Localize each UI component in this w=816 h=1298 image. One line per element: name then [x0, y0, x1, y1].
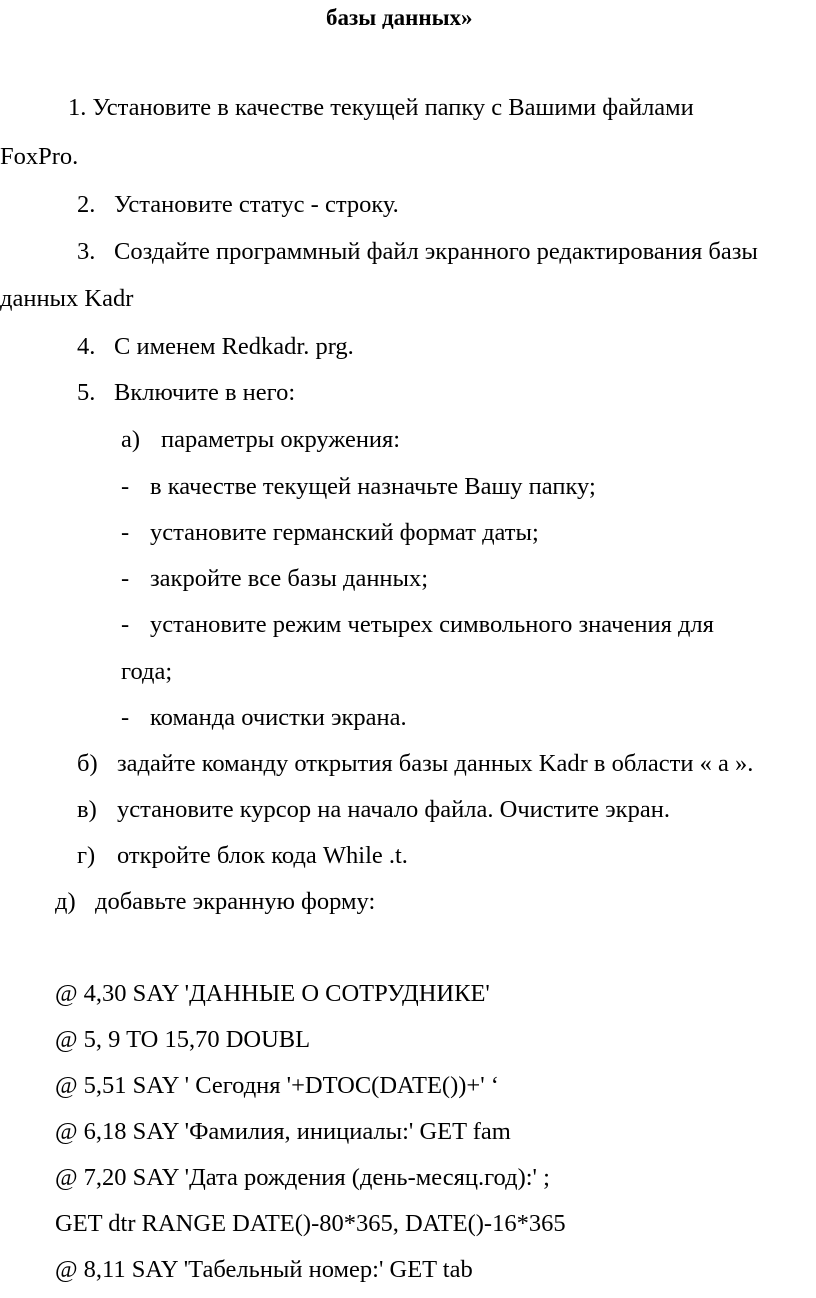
step-4: [77, 335, 354, 360]
bullet-item: [121, 475, 596, 500]
code-line: @ 4,30 SAY 'ДАННЫЕ О СОТРУДНИКЕ': [55, 980, 490, 1007]
step-2: [77, 193, 399, 218]
step-1-text-line2: FoxPro.: [0, 143, 79, 170]
step-5-number: 5.: [77, 379, 96, 406]
sub-item-v: [77, 798, 670, 823]
code-line: @ 5,51 SAY ' Сегодня '+DTOC(DATE())+' ‘: [55, 1072, 499, 1099]
code-line: @ 7,20 SAY 'Дата рождения (день-месяц.год):' ;: [55, 1164, 550, 1191]
bullet-text: в качестве текущей назначьте Вашу папку;: [150, 473, 596, 500]
step-2-text: Установите статус - строку.: [114, 191, 399, 218]
step-3-number: 3.: [77, 238, 96, 265]
step-4-text: С именем Redkadr. prg.: [114, 333, 354, 360]
step-5: [77, 381, 295, 406]
bullet-dash: -: [121, 565, 130, 592]
sub-item-g-label: г): [77, 842, 96, 869]
sub-item-a-text: параметры окружения:: [161, 426, 401, 453]
sub-item-b-text: задайте команду открытия базы данных Kadr в области « а ».: [117, 750, 754, 777]
sub-item-v-label: в): [77, 796, 97, 823]
sub-item-b-label: б): [77, 750, 98, 777]
bullet-continuation: года;: [121, 658, 173, 685]
sub-item-d-label: д): [55, 888, 76, 915]
sub-item-a-label: а): [121, 426, 141, 453]
sub-item-g: [77, 844, 408, 869]
step-1-text-line1: Установите в качестве текущей папку с Вашими файлами: [92, 94, 694, 121]
bullet-dash: -: [121, 611, 130, 638]
sub-item-b: [77, 752, 753, 777]
code-line: @ 8,11 SAY 'Табельный номер:' GET tab: [55, 1256, 473, 1283]
bullet-item: [121, 706, 407, 731]
step-3-text-line2: данных Kadr: [0, 285, 134, 312]
bullet-item: [121, 567, 428, 592]
sub-item-d: [55, 890, 375, 915]
sub-item-a: [121, 428, 400, 453]
bullet-dash: -: [121, 519, 130, 546]
code-line: GET dtr RANGE DATE()-80*365, DATE()-16*365: [55, 1210, 566, 1237]
step-1: [68, 96, 694, 121]
code-line: @ 6,18 SAY 'Фамилия, инициалы:' GET fam: [55, 1118, 511, 1145]
bullet-text: установите германский формат даты;: [150, 519, 539, 546]
bullet-item: [121, 521, 539, 546]
bullet-dash: -: [121, 704, 130, 731]
bullet-text: закройте все базы данных;: [150, 565, 429, 592]
step-3: [77, 240, 758, 265]
step-2-number: 2.: [77, 191, 96, 218]
page-title: базы данных»: [326, 5, 473, 30]
sub-item-d-text: добавьте экранную форму:: [95, 888, 376, 915]
bullet-item: [121, 613, 714, 638]
sub-item-v-text: установите курсор на начало файла. Очистите экран.: [117, 796, 670, 823]
code-line: @ 5, 9 TO 15,70 DOUBL: [55, 1026, 311, 1053]
bullet-dash: -: [121, 473, 130, 500]
step-5-text: Включите в него:: [114, 379, 296, 406]
step-3-text-line1: Создайте программный файл экранного редактирования базы: [114, 238, 758, 265]
sub-item-g-text: откройте блок кода While .t.: [117, 842, 408, 869]
bullet-text: команда очистки экрана.: [150, 704, 407, 731]
step-4-number: 4.: [77, 333, 96, 360]
step-1-number: 1.: [68, 94, 87, 121]
bullet-text: установите режим четырех символьного значения для: [150, 611, 714, 638]
